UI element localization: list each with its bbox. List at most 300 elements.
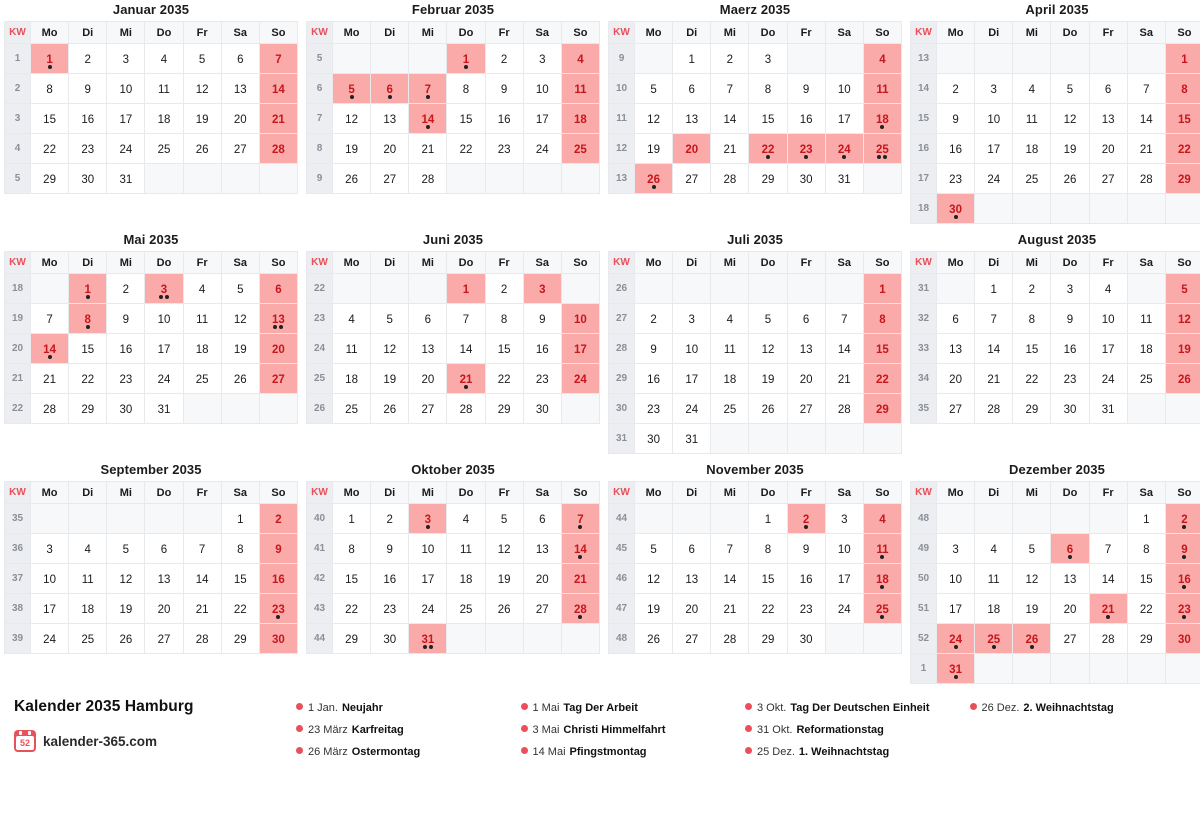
week-number-cell[interactable]: 22 <box>307 274 333 304</box>
day-cell[interactable] <box>485 564 523 594</box>
week-number-cell[interactable]: 47 <box>609 594 635 624</box>
day-cell[interactable] <box>561 44 599 74</box>
day-cell[interactable] <box>523 534 561 564</box>
day-cell[interactable] <box>183 74 221 104</box>
day-cell[interactable] <box>975 164 1013 194</box>
day-cell[interactable] <box>749 334 787 364</box>
day-cell[interactable] <box>409 624 447 654</box>
day-cell[interactable] <box>1051 564 1089 594</box>
day-cell[interactable] <box>31 364 69 394</box>
day-cell[interactable] <box>937 364 975 394</box>
week-number-cell[interactable]: 24 <box>307 334 333 364</box>
day-cell[interactable] <box>975 134 1013 164</box>
day-cell[interactable] <box>1051 334 1089 364</box>
week-number-cell[interactable]: 1 <box>911 654 937 684</box>
day-cell[interactable] <box>69 534 107 564</box>
day-cell[interactable] <box>975 394 1013 424</box>
day-cell[interactable] <box>447 134 485 164</box>
week-number-cell[interactable]: 46 <box>609 564 635 594</box>
day-cell[interactable] <box>1127 304 1165 334</box>
day-cell[interactable] <box>1165 534 1200 564</box>
week-number-cell[interactable]: 44 <box>307 624 333 654</box>
day-cell[interactable] <box>561 534 599 564</box>
day-cell[interactable] <box>221 304 259 334</box>
day-cell[interactable] <box>975 104 1013 134</box>
day-cell[interactable] <box>259 594 297 624</box>
day-cell[interactable] <box>1127 104 1165 134</box>
day-cell[interactable] <box>1013 624 1051 654</box>
day-cell[interactable] <box>259 104 297 134</box>
day-cell[interactable] <box>1089 274 1127 304</box>
day-cell[interactable] <box>371 334 409 364</box>
day-cell[interactable] <box>937 74 975 104</box>
day-cell[interactable] <box>69 334 107 364</box>
day-cell[interactable] <box>1165 164 1200 194</box>
day-cell[interactable] <box>1165 504 1200 534</box>
day-cell[interactable] <box>447 564 485 594</box>
day-cell[interactable] <box>183 44 221 74</box>
day-cell[interactable] <box>183 624 221 654</box>
day-cell[interactable] <box>937 654 975 684</box>
day-cell[interactable] <box>221 534 259 564</box>
day-cell[interactable] <box>145 104 183 134</box>
week-number-cell[interactable]: 20 <box>5 334 31 364</box>
day-cell[interactable] <box>711 564 749 594</box>
day-cell[interactable] <box>259 134 297 164</box>
day-cell[interactable] <box>787 74 825 104</box>
day-cell[interactable] <box>371 394 409 424</box>
week-number-cell[interactable]: 37 <box>5 564 31 594</box>
week-number-cell[interactable]: 13 <box>911 44 937 74</box>
day-cell[interactable] <box>447 534 485 564</box>
day-cell[interactable] <box>937 134 975 164</box>
day-cell[interactable] <box>635 164 673 194</box>
week-number-cell[interactable]: 9 <box>609 44 635 74</box>
day-cell[interactable] <box>1013 304 1051 334</box>
day-cell[interactable] <box>1051 274 1089 304</box>
day-cell[interactable] <box>975 594 1013 624</box>
day-cell[interactable] <box>447 334 485 364</box>
day-cell[interactable] <box>635 624 673 654</box>
day-cell[interactable] <box>635 594 673 624</box>
day-cell[interactable] <box>1089 594 1127 624</box>
day-cell[interactable] <box>145 364 183 394</box>
day-cell[interactable] <box>1165 104 1200 134</box>
day-cell[interactable] <box>937 194 975 224</box>
day-cell[interactable] <box>259 74 297 104</box>
day-cell[interactable] <box>1013 534 1051 564</box>
day-cell[interactable] <box>825 364 863 394</box>
day-cell[interactable] <box>259 534 297 564</box>
day-cell[interactable] <box>1089 624 1127 654</box>
day-cell[interactable] <box>1089 534 1127 564</box>
day-cell[interactable] <box>145 44 183 74</box>
day-cell[interactable] <box>221 564 259 594</box>
day-cell[interactable] <box>825 334 863 364</box>
day-cell[interactable] <box>69 624 107 654</box>
day-cell[interactable] <box>31 164 69 194</box>
week-number-cell[interactable]: 13 <box>609 164 635 194</box>
week-number-cell[interactable]: 19 <box>5 304 31 334</box>
week-number-cell[interactable]: 30 <box>609 394 635 424</box>
day-cell[interactable] <box>825 304 863 334</box>
day-cell[interactable] <box>31 304 69 334</box>
day-cell[interactable] <box>485 334 523 364</box>
day-cell[interactable] <box>711 134 749 164</box>
day-cell[interactable] <box>975 534 1013 564</box>
week-number-cell[interactable]: 4 <box>5 134 31 164</box>
day-cell[interactable] <box>371 534 409 564</box>
day-cell[interactable] <box>31 74 69 104</box>
week-number-cell[interactable]: 27 <box>609 304 635 334</box>
day-cell[interactable] <box>1051 74 1089 104</box>
day-cell[interactable] <box>1013 364 1051 394</box>
day-cell[interactable] <box>221 274 259 304</box>
day-cell[interactable] <box>69 304 107 334</box>
week-number-cell[interactable]: 3 <box>5 104 31 134</box>
day-cell[interactable] <box>145 74 183 104</box>
day-cell[interactable] <box>485 364 523 394</box>
day-cell[interactable] <box>31 334 69 364</box>
day-cell[interactable] <box>333 534 371 564</box>
day-cell[interactable] <box>635 134 673 164</box>
day-cell[interactable] <box>259 274 297 304</box>
day-cell[interactable] <box>1013 334 1051 364</box>
week-number-cell[interactable]: 2 <box>5 74 31 104</box>
day-cell[interactable] <box>409 164 447 194</box>
day-cell[interactable] <box>825 594 863 624</box>
day-cell[interactable] <box>183 534 221 564</box>
day-cell[interactable] <box>523 104 561 134</box>
day-cell[interactable] <box>561 74 599 104</box>
day-cell[interactable] <box>523 364 561 394</box>
day-cell[interactable] <box>1013 134 1051 164</box>
day-cell[interactable] <box>1165 44 1200 74</box>
week-number-cell[interactable]: 40 <box>307 504 333 534</box>
day-cell[interactable] <box>787 164 825 194</box>
day-cell[interactable] <box>749 394 787 424</box>
day-cell[interactable] <box>69 364 107 394</box>
day-cell[interactable] <box>409 74 447 104</box>
day-cell[interactable] <box>1089 394 1127 424</box>
day-cell[interactable] <box>561 564 599 594</box>
day-cell[interactable] <box>145 394 183 424</box>
day-cell[interactable] <box>371 134 409 164</box>
day-cell[interactable] <box>1051 394 1089 424</box>
day-cell[interactable] <box>259 334 297 364</box>
day-cell[interactable] <box>485 44 523 74</box>
day-cell[interactable] <box>485 134 523 164</box>
week-number-cell[interactable]: 41 <box>307 534 333 564</box>
day-cell[interactable] <box>937 164 975 194</box>
day-cell[interactable] <box>635 564 673 594</box>
day-cell[interactable] <box>69 274 107 304</box>
day-cell[interactable] <box>937 334 975 364</box>
week-number-cell[interactable]: 50 <box>911 564 937 594</box>
day-cell[interactable] <box>69 134 107 164</box>
day-cell[interactable] <box>485 394 523 424</box>
day-cell[interactable] <box>561 104 599 134</box>
day-cell[interactable] <box>635 394 673 424</box>
week-number-cell[interactable]: 26 <box>307 394 333 424</box>
week-number-cell[interactable]: 31 <box>609 424 635 454</box>
day-cell[interactable] <box>635 304 673 334</box>
day-cell[interactable] <box>1089 334 1127 364</box>
day-cell[interactable] <box>711 534 749 564</box>
day-cell[interactable] <box>69 104 107 134</box>
day-cell[interactable] <box>333 504 371 534</box>
day-cell[interactable] <box>523 134 561 164</box>
day-cell[interactable] <box>1013 564 1051 594</box>
day-cell[interactable] <box>863 504 901 534</box>
day-cell[interactable] <box>1127 594 1165 624</box>
day-cell[interactable] <box>825 164 863 194</box>
day-cell[interactable] <box>975 364 1013 394</box>
day-cell[interactable] <box>1051 534 1089 564</box>
day-cell[interactable] <box>221 364 259 394</box>
day-cell[interactable] <box>333 594 371 624</box>
day-cell[interactable] <box>937 534 975 564</box>
day-cell[interactable] <box>183 334 221 364</box>
day-cell[interactable] <box>523 304 561 334</box>
day-cell[interactable] <box>561 304 599 334</box>
day-cell[interactable] <box>107 534 145 564</box>
day-cell[interactable] <box>749 104 787 134</box>
day-cell[interactable] <box>787 304 825 334</box>
week-number-cell[interactable]: 42 <box>307 564 333 594</box>
day-cell[interactable] <box>333 624 371 654</box>
week-number-cell[interactable]: 11 <box>609 104 635 134</box>
day-cell[interactable] <box>333 164 371 194</box>
day-cell[interactable] <box>1051 304 1089 334</box>
day-cell[interactable] <box>523 74 561 104</box>
day-cell[interactable] <box>1013 594 1051 624</box>
day-cell[interactable] <box>1089 134 1127 164</box>
day-cell[interactable] <box>863 274 901 304</box>
day-cell[interactable] <box>863 534 901 564</box>
day-cell[interactable] <box>787 534 825 564</box>
day-cell[interactable] <box>635 334 673 364</box>
day-cell[interactable] <box>107 564 145 594</box>
day-cell[interactable] <box>371 564 409 594</box>
week-number-cell[interactable]: 18 <box>911 194 937 224</box>
day-cell[interactable] <box>333 134 371 164</box>
day-cell[interactable] <box>485 594 523 624</box>
day-cell[interactable] <box>975 74 1013 104</box>
day-cell[interactable] <box>1089 304 1127 334</box>
week-number-cell[interactable]: 51 <box>911 594 937 624</box>
day-cell[interactable] <box>825 564 863 594</box>
day-cell[interactable] <box>333 564 371 594</box>
week-number-cell[interactable]: 5 <box>5 164 31 194</box>
week-number-cell[interactable]: 16 <box>911 134 937 164</box>
day-cell[interactable] <box>1165 334 1200 364</box>
day-cell[interactable] <box>409 364 447 394</box>
day-cell[interactable] <box>31 104 69 134</box>
day-cell[interactable] <box>221 134 259 164</box>
week-number-cell[interactable]: 31 <box>911 274 937 304</box>
day-cell[interactable] <box>371 624 409 654</box>
day-cell[interactable] <box>523 274 561 304</box>
day-cell[interactable] <box>1051 624 1089 654</box>
day-cell[interactable] <box>371 364 409 394</box>
day-cell[interactable] <box>107 394 145 424</box>
day-cell[interactable] <box>183 134 221 164</box>
day-cell[interactable] <box>69 44 107 74</box>
day-cell[interactable] <box>975 564 1013 594</box>
week-number-cell[interactable]: 5 <box>307 44 333 74</box>
week-number-cell[interactable]: 7 <box>307 104 333 134</box>
day-cell[interactable] <box>749 534 787 564</box>
day-cell[interactable] <box>221 44 259 74</box>
day-cell[interactable] <box>749 74 787 104</box>
week-number-cell[interactable]: 10 <box>609 74 635 104</box>
day-cell[interactable] <box>1089 164 1127 194</box>
day-cell[interactable] <box>1127 334 1165 364</box>
day-cell[interactable] <box>787 134 825 164</box>
day-cell[interactable] <box>1165 624 1200 654</box>
day-cell[interactable] <box>635 74 673 104</box>
day-cell[interactable] <box>1127 74 1165 104</box>
week-number-cell[interactable]: 22 <box>5 394 31 424</box>
day-cell[interactable] <box>31 594 69 624</box>
day-cell[interactable] <box>1013 164 1051 194</box>
day-cell[interactable] <box>711 304 749 334</box>
day-cell[interactable] <box>31 394 69 424</box>
day-cell[interactable] <box>107 164 145 194</box>
day-cell[interactable] <box>635 424 673 454</box>
day-cell[interactable] <box>333 74 371 104</box>
day-cell[interactable] <box>1165 274 1200 304</box>
day-cell[interactable] <box>749 134 787 164</box>
day-cell[interactable] <box>183 104 221 134</box>
week-number-cell[interactable]: 28 <box>609 334 635 364</box>
day-cell[interactable] <box>561 504 599 534</box>
day-cell[interactable] <box>485 104 523 134</box>
day-cell[interactable] <box>259 504 297 534</box>
day-cell[interactable] <box>221 624 259 654</box>
day-cell[interactable] <box>523 44 561 74</box>
day-cell[interactable] <box>825 504 863 534</box>
day-cell[interactable] <box>711 74 749 104</box>
day-cell[interactable] <box>787 394 825 424</box>
site-logo[interactable] <box>14 730 282 752</box>
day-cell[interactable] <box>447 394 485 424</box>
day-cell[interactable] <box>749 564 787 594</box>
day-cell[interactable] <box>1165 594 1200 624</box>
day-cell[interactable] <box>409 564 447 594</box>
day-cell[interactable] <box>975 624 1013 654</box>
day-cell[interactable] <box>863 44 901 74</box>
day-cell[interactable] <box>635 104 673 134</box>
day-cell[interactable] <box>863 564 901 594</box>
day-cell[interactable] <box>409 504 447 534</box>
day-cell[interactable] <box>409 134 447 164</box>
day-cell[interactable] <box>145 304 183 334</box>
day-cell[interactable] <box>1051 134 1089 164</box>
day-cell[interactable] <box>673 534 711 564</box>
day-cell[interactable] <box>31 534 69 564</box>
day-cell[interactable] <box>711 44 749 74</box>
day-cell[interactable] <box>1165 564 1200 594</box>
day-cell[interactable] <box>711 394 749 424</box>
day-cell[interactable] <box>561 364 599 394</box>
day-cell[interactable] <box>333 394 371 424</box>
day-cell[interactable] <box>825 74 863 104</box>
day-cell[interactable] <box>787 564 825 594</box>
day-cell[interactable] <box>863 364 901 394</box>
day-cell[interactable] <box>145 594 183 624</box>
day-cell[interactable] <box>1127 164 1165 194</box>
week-number-cell[interactable]: 48 <box>911 504 937 534</box>
day-cell[interactable] <box>447 74 485 104</box>
day-cell[interactable] <box>259 304 297 334</box>
week-number-cell[interactable]: 17 <box>911 164 937 194</box>
week-number-cell[interactable]: 21 <box>5 364 31 394</box>
day-cell[interactable] <box>1089 74 1127 104</box>
day-cell[interactable] <box>69 564 107 594</box>
day-cell[interactable] <box>409 594 447 624</box>
week-number-cell[interactable]: 35 <box>5 504 31 534</box>
day-cell[interactable] <box>673 134 711 164</box>
day-cell[interactable] <box>523 334 561 364</box>
day-cell[interactable] <box>447 504 485 534</box>
day-cell[interactable] <box>673 334 711 364</box>
day-cell[interactable] <box>937 624 975 654</box>
day-cell[interactable] <box>145 624 183 654</box>
day-cell[interactable] <box>863 394 901 424</box>
day-cell[interactable] <box>673 104 711 134</box>
day-cell[interactable] <box>485 504 523 534</box>
week-number-cell[interactable]: 52 <box>911 624 937 654</box>
day-cell[interactable] <box>1127 504 1165 534</box>
day-cell[interactable] <box>107 304 145 334</box>
day-cell[interactable] <box>749 44 787 74</box>
week-number-cell[interactable]: 36 <box>5 534 31 564</box>
day-cell[interactable] <box>145 534 183 564</box>
day-cell[interactable] <box>145 564 183 594</box>
day-cell[interactable] <box>673 564 711 594</box>
day-cell[interactable] <box>333 364 371 394</box>
day-cell[interactable] <box>145 134 183 164</box>
week-number-cell[interactable]: 26 <box>609 274 635 304</box>
day-cell[interactable] <box>221 334 259 364</box>
day-cell[interactable] <box>975 274 1013 304</box>
day-cell[interactable] <box>107 134 145 164</box>
day-cell[interactable] <box>107 364 145 394</box>
day-cell[interactable] <box>221 594 259 624</box>
day-cell[interactable] <box>409 304 447 334</box>
day-cell[interactable] <box>447 274 485 304</box>
day-cell[interactable] <box>259 624 297 654</box>
day-cell[interactable] <box>749 304 787 334</box>
day-cell[interactable] <box>975 334 1013 364</box>
week-number-cell[interactable]: 45 <box>609 534 635 564</box>
week-number-cell[interactable]: 9 <box>307 164 333 194</box>
week-number-cell[interactable]: 18 <box>5 274 31 304</box>
day-cell[interactable] <box>673 44 711 74</box>
day-cell[interactable] <box>937 304 975 334</box>
day-cell[interactable] <box>485 534 523 564</box>
day-cell[interactable] <box>1165 304 1200 334</box>
day-cell[interactable] <box>825 134 863 164</box>
day-cell[interactable] <box>673 304 711 334</box>
day-cell[interactable] <box>937 394 975 424</box>
day-cell[interactable] <box>183 304 221 334</box>
week-number-cell[interactable]: 32 <box>911 304 937 334</box>
day-cell[interactable] <box>787 504 825 534</box>
day-cell[interactable] <box>787 334 825 364</box>
